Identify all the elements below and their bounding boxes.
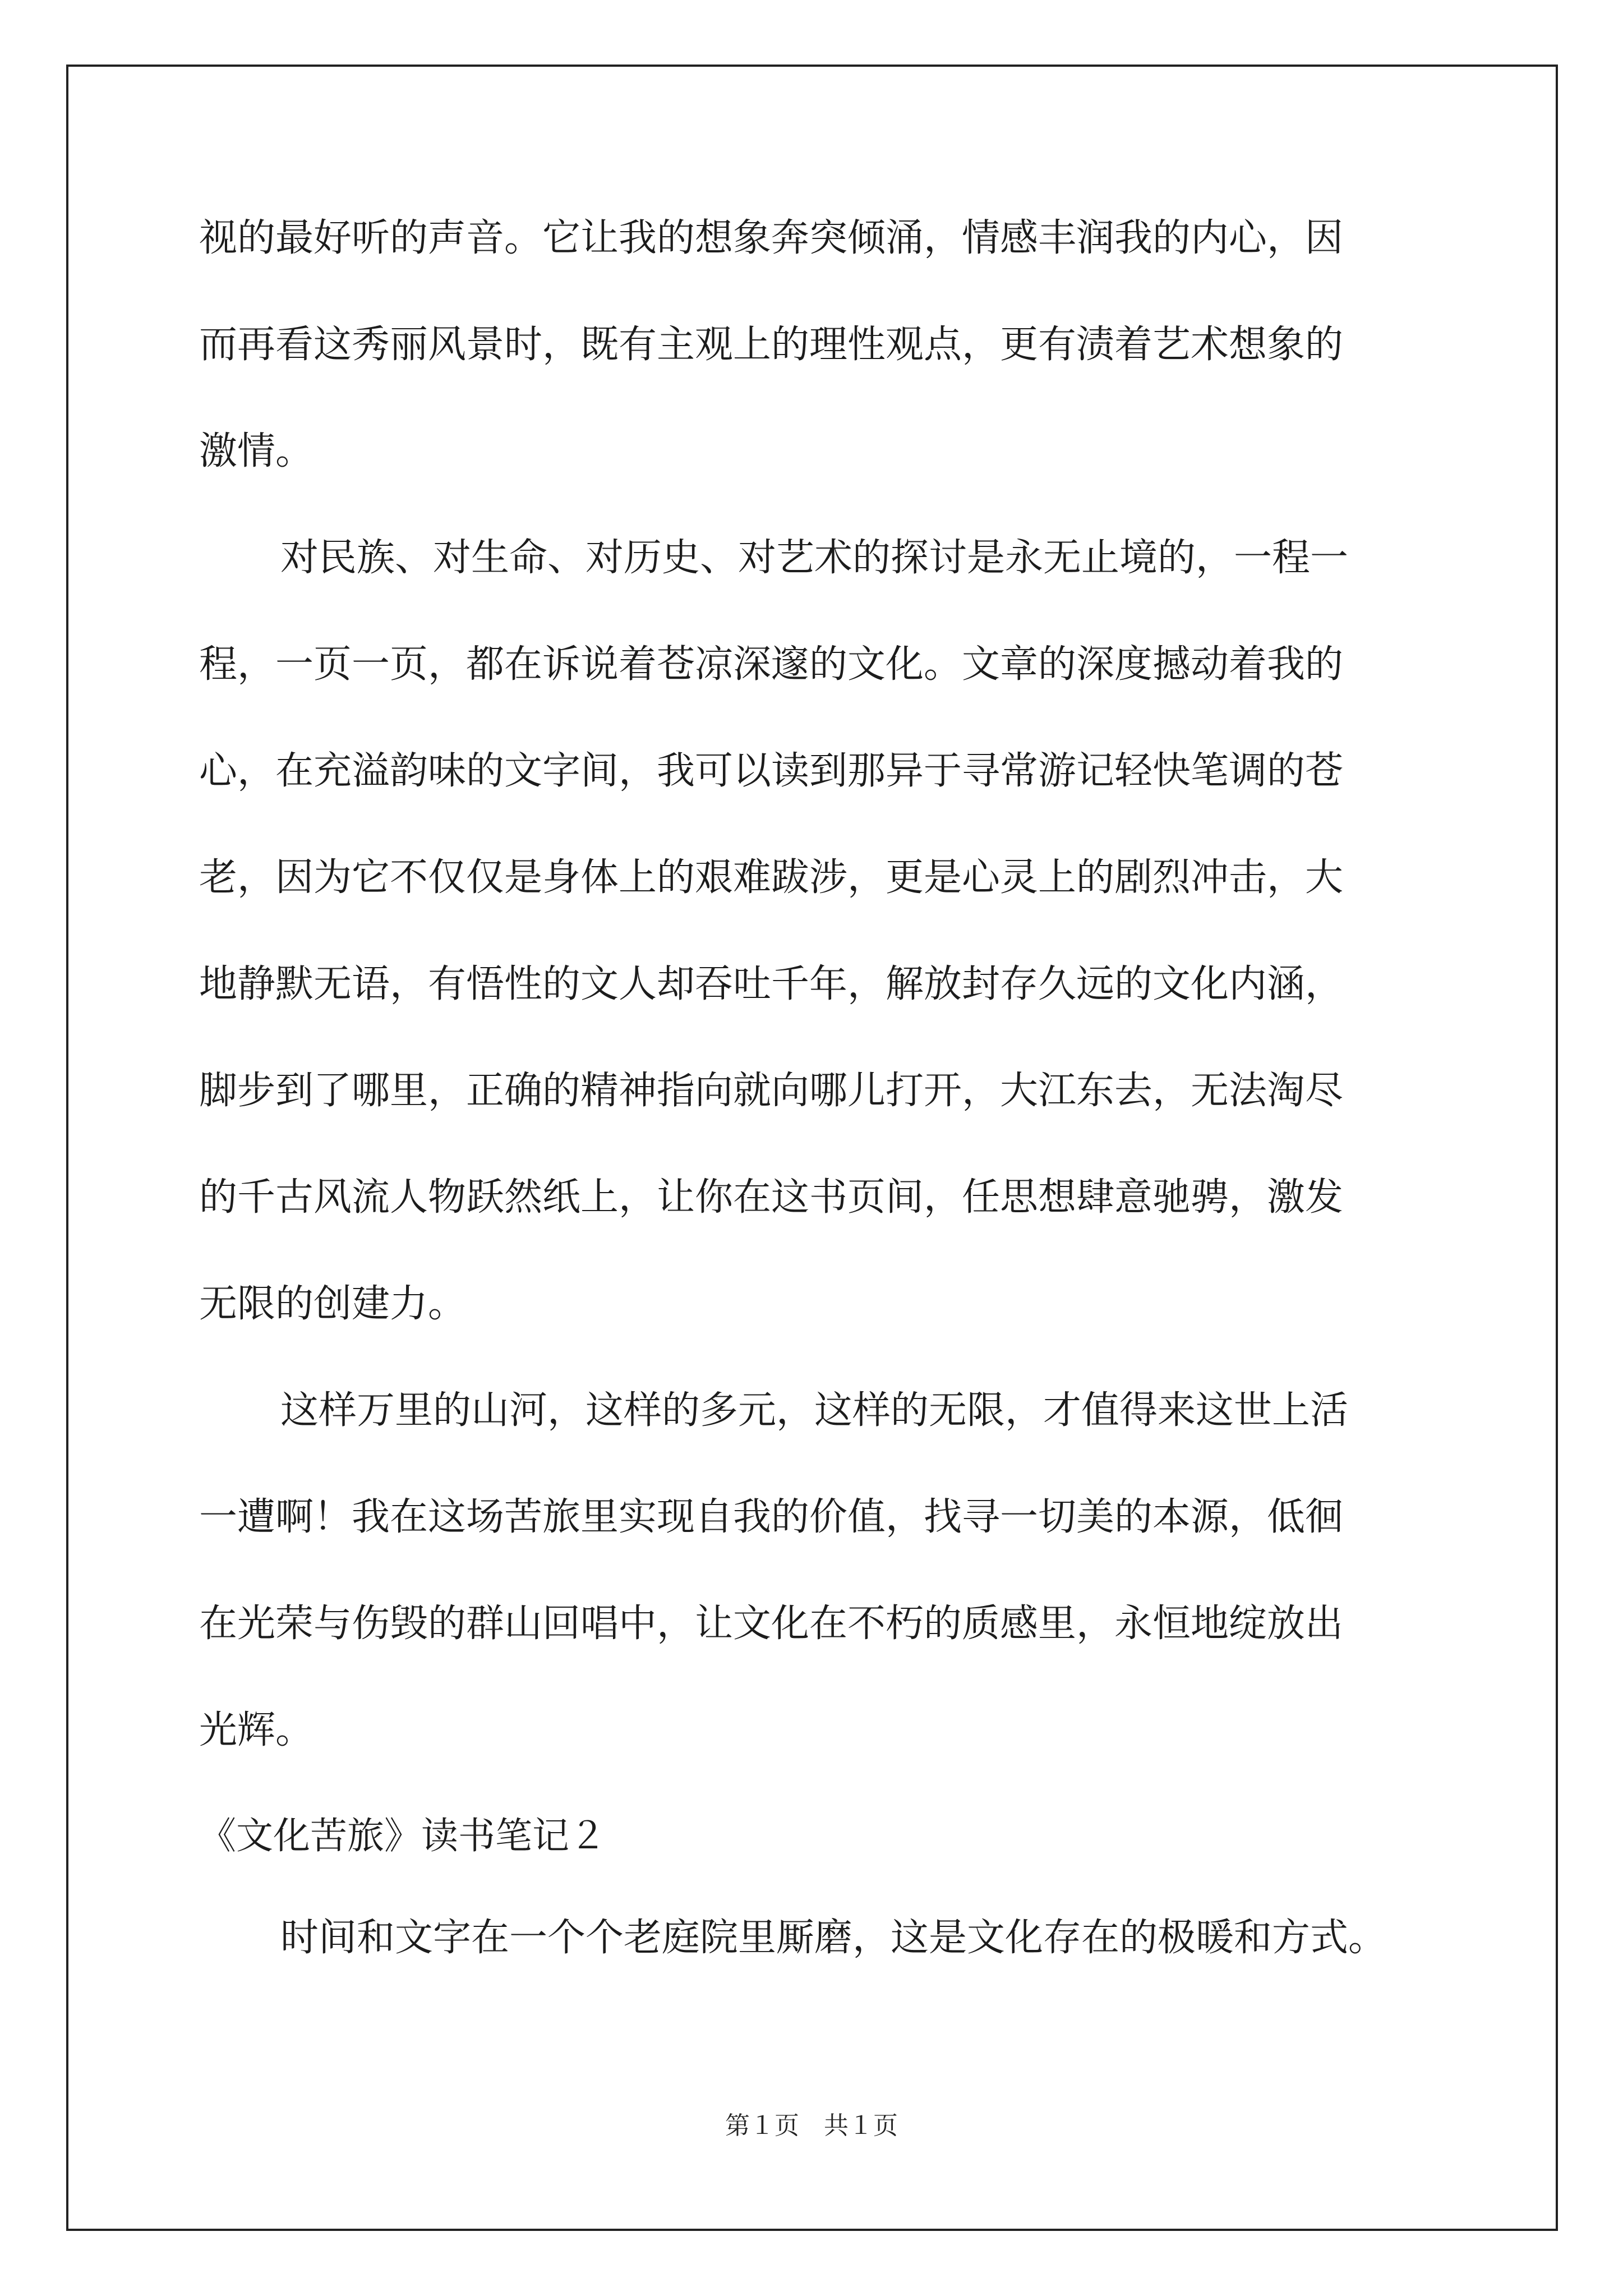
text-line: 在光荣与伤毁的群山回唱中，让文化在不朽的质感里，永恒地绽放出 [199, 1602, 1344, 1646]
text-line: 心，在充溢韵味的文字间，我可以读到那异于寻常游记轻快笔调的苍 [199, 749, 1344, 793]
text-line: 脚步到了哪里，正确的精神指向就向哪儿打开，大江东去，无法淘尽 [199, 1069, 1344, 1113]
text-line: 而再看这秀丽风景时，既有主观上的理性观点，更有渍着艺术想象的 [199, 323, 1344, 367]
text-line: 的千古风流人物跃然纸上，让你在这书页间，任思想肆意驰骋，激发 [199, 1175, 1344, 1220]
text-line: 无限的创建力。 [199, 1282, 467, 1326]
paragraph-start-line: 时间和文字在一个个老庭院里厮磨，这是文化存在的极暖和方式。 [280, 1916, 1387, 1960]
text-line: 程，一页一页，都在诉说着苍凉深邃的文化。文章的深度撼动着我的 [199, 642, 1344, 687]
text-line: 激情。 [199, 429, 314, 473]
text-line: 光辉。 [199, 1708, 314, 1752]
paragraph-start-line: 这样万里的山河，这样的多元，这样的无限，才值得来这世上活 [280, 1388, 1349, 1433]
page-footer: 第１页 共１页 [725, 2111, 898, 2140]
page-border [66, 65, 1558, 2231]
text-line: 老，因为它不仅仅是身体上的艰难跋涉，更是心灵上的剧烈冲击，大 [199, 855, 1344, 900]
paragraph-start-line: 对民族、对生命、对历史、对艺术的探讨是永无止境的，一程一 [280, 536, 1349, 580]
section-heading: 《文化苦旅》读书笔记２ [199, 1814, 606, 1857]
text-line: 视的最好听的声音。它让我的想象奔突倾涌，情感丰润我的内心，因 [199, 216, 1344, 260]
text-line: 一遭啊！我在这场苦旅里实现自我的价值，找寻一切美的本源，低徊 [199, 1495, 1344, 1539]
text-line: 地静默无语，有悟性的文人却吞吐千年，解放封存久远的文化内涵， [199, 962, 1344, 1006]
